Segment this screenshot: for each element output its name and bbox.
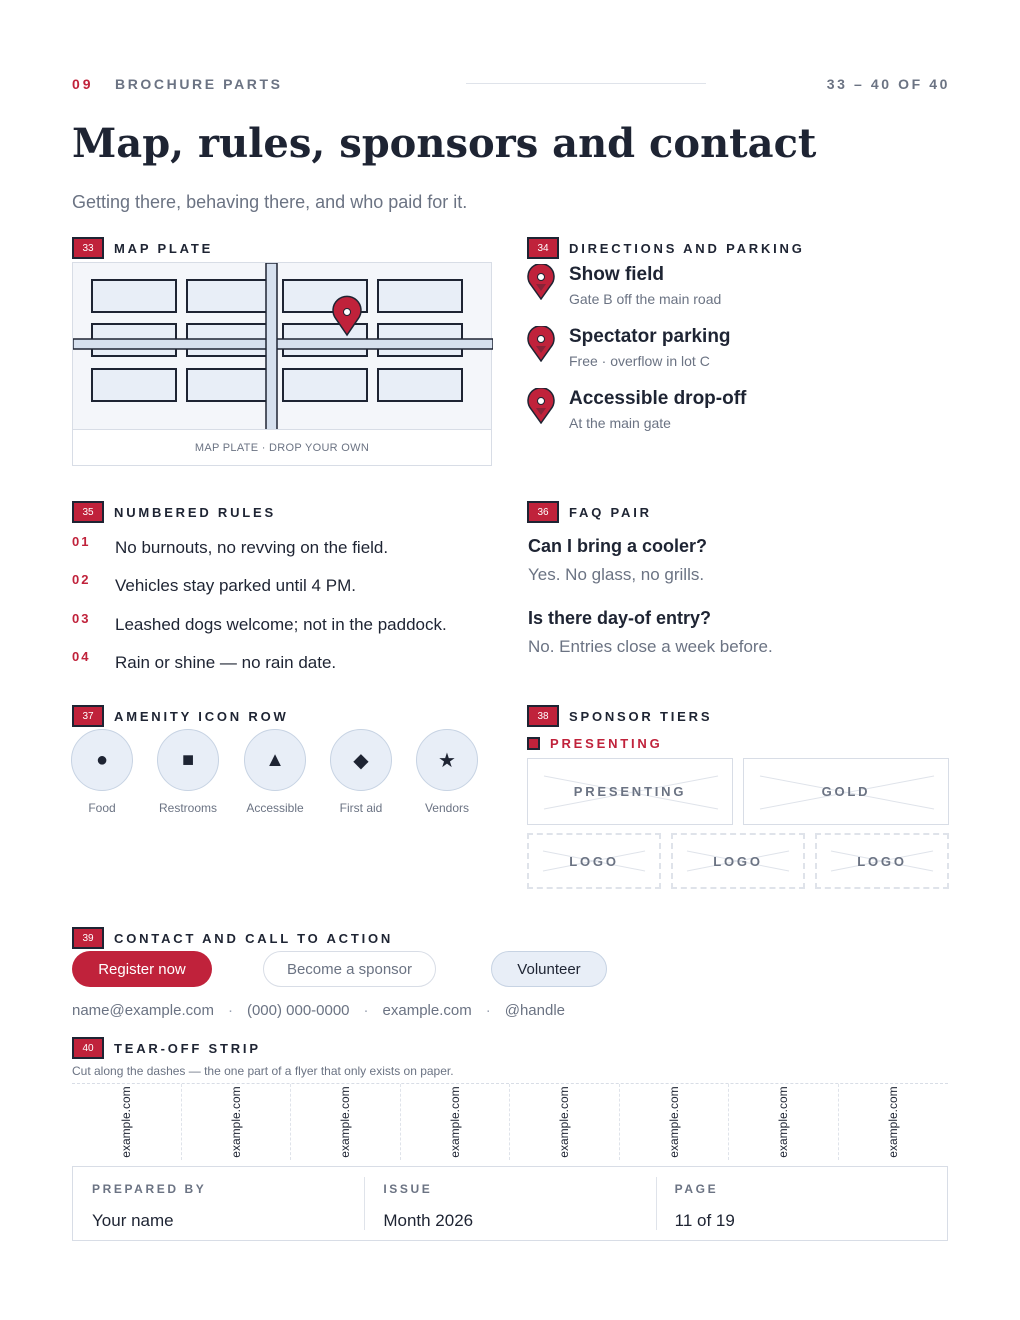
direction-detail: Gate B off the main road: [569, 291, 722, 307]
map-plate: [72, 262, 492, 466]
amenity-restrooms: [157, 729, 219, 815]
contact-phone[interactable]: (000) 000-0000: [246, 1002, 350, 1019]
separator: ·: [485, 1002, 491, 1019]
tearoff-tab-text: example.com: [776, 1086, 791, 1158]
amenity-label: Restrooms: [158, 801, 217, 815]
sponsor-logo-placeholder: [527, 833, 661, 889]
sponsor-logo-placeholder: [527, 758, 733, 825]
restrooms-icon: ■: [157, 729, 219, 791]
section-label: TEAR-OFF STRIP: [114, 1040, 261, 1056]
rule-number: 04: [72, 649, 91, 664]
faq-heading: [527, 501, 652, 523]
rule-text: Vehicles stay parked until 4 PM.: [115, 576, 356, 595]
tearoff-tab-text: example.com: [886, 1086, 901, 1158]
tearoff-tab-text: example.com: [119, 1086, 134, 1158]
map-block: [92, 369, 176, 401]
amenity-accessible: [244, 729, 306, 815]
amenity-label: Food: [88, 801, 116, 815]
prepared-by-label: PREPARED BY: [92, 1182, 207, 1196]
rules-heading: [72, 501, 276, 523]
logo-placeholder-label: LOGO: [857, 853, 907, 869]
amenity-food: [71, 729, 133, 815]
contact-website[interactable]: example.com: [382, 1002, 472, 1019]
faq-question: Can I bring a cooler?: [528, 536, 708, 556]
rule-item: [72, 534, 388, 558]
map-block: [378, 369, 462, 401]
tearoff-tab-text: example.com: [557, 1086, 572, 1158]
tearoff-tab: [291, 1084, 401, 1160]
footer-meta: [72, 1166, 948, 1241]
page-range: 33 – 40 OF 40: [826, 76, 950, 92]
item-number-badge: 38: [527, 705, 559, 727]
tearoff-tab: [182, 1084, 292, 1160]
page-cell: [656, 1167, 947, 1240]
section-label: MAP PLATE: [114, 240, 214, 256]
item-number-badge: 34: [527, 237, 559, 259]
accessible-icon: ▲: [244, 729, 306, 791]
logo-placeholder-label: PRESENTING: [573, 784, 687, 799]
location-pin-icon: [527, 326, 555, 362]
tearoff-tab-text: example.com: [666, 1086, 681, 1158]
location-pin-icon: [527, 264, 555, 300]
tearoff-tab: [510, 1084, 620, 1160]
prepared-by-value: Your name: [92, 1211, 174, 1230]
section-number: 09: [72, 76, 94, 92]
map-block: [187, 369, 271, 401]
header-divider: [466, 83, 706, 84]
logo-placeholder-label: LOGO: [713, 853, 763, 869]
tearoff-tab-text: example.com: [228, 1086, 243, 1158]
become-sponsor-button[interactable]: Become a sponsor: [263, 951, 436, 987]
rule-text: Rain or shine — no rain date.: [115, 653, 337, 672]
tearoff-tab-text: example.com: [447, 1086, 462, 1158]
faq-answer: No. Entries close a week before.: [528, 637, 773, 656]
rule-item: [72, 572, 356, 596]
item-number-badge: 35: [72, 501, 104, 523]
rule-number: 02: [72, 572, 91, 587]
amenities-heading: [72, 705, 289, 727]
tier-name: PRESENTING: [550, 736, 663, 751]
tearoff-tab-text: example.com: [338, 1086, 353, 1158]
prepared-by-cell: [73, 1167, 364, 1240]
map-illustration: [73, 263, 493, 431]
rule-item: [72, 649, 336, 673]
logo-placeholder-label: LOGO: [569, 853, 619, 869]
amenity-label: First aid: [339, 801, 383, 815]
section-label: AMENITY ICON ROW: [114, 708, 289, 724]
direction-title: Spectator parking: [569, 326, 731, 347]
direction-detail: Free · overflow in lot C: [569, 353, 710, 369]
volunteer-button[interactable]: Volunteer: [491, 951, 607, 987]
item-number-badge: 36: [527, 501, 559, 523]
direction-title: Accessible drop-off: [569, 388, 747, 409]
page-title: Map, rules, sponsors and contact: [72, 120, 817, 167]
item-number-badge: 39: [72, 927, 104, 949]
map-block: [283, 369, 367, 401]
section-label: CONTACT AND CALL TO ACTION: [114, 930, 394, 946]
map-caption: MAP PLATE · DROP YOUR OWN: [73, 429, 491, 465]
rule-number: 01: [72, 534, 91, 549]
tearoff-tab: [72, 1084, 182, 1160]
direction-item: [527, 388, 746, 431]
direction-title: Show field: [569, 264, 664, 285]
sponsor-tier-label: [527, 736, 663, 751]
amenity-label: Vendors: [424, 801, 470, 815]
section-label: NUMBERED RULES: [114, 504, 276, 520]
issue-label: ISSUE: [383, 1182, 433, 1196]
sponsor-logo-placeholder: [671, 833, 805, 889]
page-label: PAGE: [674, 1182, 719, 1196]
item-number-badge: 33: [72, 237, 104, 259]
amenity-label: Accessible: [246, 801, 304, 815]
direction-item: [527, 326, 731, 369]
directions-heading: [527, 237, 805, 259]
separator: ·: [363, 1002, 369, 1019]
issue-cell: [364, 1167, 655, 1240]
contact-line: [72, 1002, 565, 1019]
separator: ·: [227, 1002, 233, 1019]
rule-number: 03: [72, 611, 91, 626]
direction-item: [527, 264, 721, 307]
tearoff-heading: [72, 1037, 261, 1059]
page-value: 11 of 19: [674, 1211, 735, 1230]
page-subtitle: Getting there, behaving there, and who paid for it.: [72, 192, 468, 212]
tier-marker-icon: [527, 737, 540, 750]
register-now-button[interactable]: Register now: [72, 951, 212, 987]
section-title: BROCHURE PARTS: [115, 76, 283, 92]
first-aid-icon: ◆: [330, 729, 392, 791]
item-number-badge: 40: [72, 1037, 104, 1059]
rule-text: No burnouts, no revving on the field.: [115, 538, 389, 557]
vendors-icon: ★: [416, 729, 478, 791]
food-icon: ●: [71, 729, 133, 791]
contact-handle[interactable]: @handle: [504, 1002, 566, 1019]
sponsor-logo-placeholder: [743, 758, 949, 825]
issue-value: Month 2026: [383, 1211, 474, 1230]
tearoff-tab: [729, 1084, 839, 1160]
tearoff-tab: [401, 1084, 511, 1160]
contact-email[interactable]: name@example.com: [72, 1002, 214, 1019]
amenity-vendors: [416, 729, 478, 815]
tearoff-note: Cut along the dashes — the one part of a flyer that only exists on paper.: [72, 1064, 454, 1078]
rule-item: [72, 611, 447, 635]
sponsors-heading: [527, 705, 712, 727]
tearoff-strip: [72, 1083, 948, 1159]
direction-detail: At the main gate: [569, 415, 671, 431]
map-block: [92, 280, 176, 312]
map-block: [187, 280, 271, 312]
location-pin-icon: [527, 388, 555, 424]
section-label: SPONSOR TIERS: [569, 708, 713, 724]
tearoff-tab: [839, 1084, 949, 1160]
map-road-vertical: [266, 263, 277, 431]
item-number-badge: 37: [72, 705, 104, 727]
map-block: [378, 280, 462, 312]
amenity-first-aid: [330, 729, 392, 815]
rule-text: Leashed dogs welcome; not in the paddock.: [115, 615, 447, 634]
faq-answer: Yes. No glass, no grills.: [528, 565, 705, 584]
section-label: DIRECTIONS AND PARKING: [569, 240, 805, 256]
tearoff-tab: [620, 1084, 730, 1160]
logo-placeholder-label: GOLD: [821, 784, 871, 799]
cta-heading: [72, 927, 393, 949]
faq-question: Is there day-of entry?: [528, 608, 712, 628]
section-label: FAQ PAIR: [569, 504, 652, 520]
map-road-horizontal: [73, 339, 493, 349]
sponsor-logo-placeholder: [815, 833, 949, 889]
map-plate-heading: [72, 237, 213, 259]
